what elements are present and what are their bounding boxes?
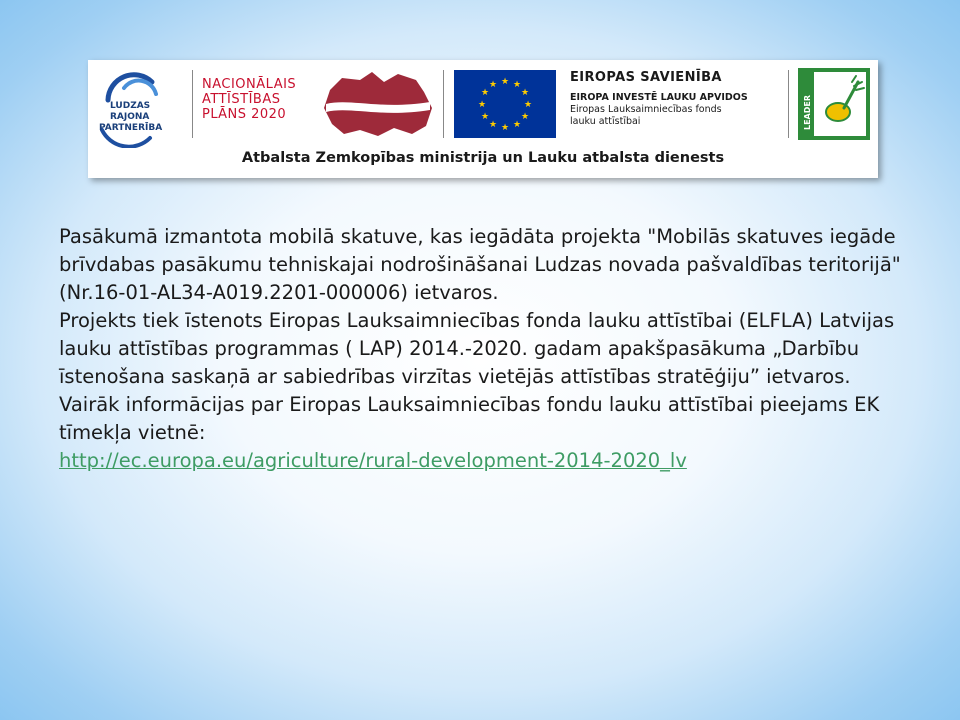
eu-fund-line-2: lauku attīstībai xyxy=(570,116,641,127)
leader-label: LEADER xyxy=(803,94,812,130)
eu-title: EIROPAS SAVIENĪBA xyxy=(570,70,722,85)
ec-europa-link[interactable]: http://ec.europa.eu/agriculture/rural-development-2014-2020_lv xyxy=(59,449,687,472)
slide-body xyxy=(59,223,929,475)
ludzas-logo-line-3: PARTNERĪBA xyxy=(99,123,163,133)
ludzas-logo-line-2: RAJONA xyxy=(110,112,150,122)
svg-text:★: ★ xyxy=(480,88,490,98)
svg-text:★: ★ xyxy=(480,112,490,122)
nap-logo-line-1: NACIONĀLAIS xyxy=(202,77,297,92)
eu-fund-line: Eiropas Lauksaimniecības fonds xyxy=(570,104,722,115)
svg-text:★: ★ xyxy=(488,120,498,130)
more-info-text: Vairāk informācijas par Eiropas Lauksaimniecības fondu lauku attīstībai pieejams EK tīmekļa vietnē: xyxy=(59,393,880,444)
svg-text:★: ★ xyxy=(477,100,487,110)
logo-divider xyxy=(192,70,193,138)
svg-text:★: ★ xyxy=(512,80,522,90)
svg-text:★: ★ xyxy=(512,120,522,130)
eu-invests-line: EIROPA INVESTĒ LAUKU APVIDOS xyxy=(570,92,748,103)
svg-text:★: ★ xyxy=(523,100,533,110)
svg-text:★: ★ xyxy=(520,88,530,98)
support-line: Atbalsta Zemkopības ministrija un Lauku atbalsta dienests xyxy=(241,150,725,166)
program-description: Projekts tiek īstenots Eiropas Lauksaimniecības fonda lauku attīstībai (ELFLA) Latvijas lauku attīstības programmas ( LAP) 2014.-2020. gadam apakšpasākuma „Darbību īstenošana saskaņā ar sabiedrības virzītas vietējās attīstības stratēģiju” ietvaros. xyxy=(59,309,895,388)
svg-text:★: ★ xyxy=(500,123,510,133)
eu-flag-icon xyxy=(454,70,556,138)
nap-logo-line-3: PLĀNS 2020 xyxy=(202,107,287,122)
nap-2020-logo xyxy=(202,77,322,122)
svg-text:★: ★ xyxy=(520,112,530,122)
logo-banner xyxy=(88,60,878,178)
ludzas-partnership-logo-icon xyxy=(94,68,186,148)
svg-text:★: ★ xyxy=(488,80,498,90)
project-description: Pasākumā izmantota mobilā skatuve, kas iegādāta projekta "Mobilās skatuves iegāde brīvdabas pasākumu tehniskajai nodrošināšanai Ludzas novada pašvaldības teritorijā" (Nr.16-01-AL34-A019.2201-000006) ietvaros. xyxy=(59,225,901,304)
eu-text-block xyxy=(570,70,780,128)
latvia-flag-map-icon xyxy=(320,68,435,140)
ludzas-logo-line-1: LUDZAS xyxy=(110,101,151,111)
logo-divider xyxy=(443,70,444,138)
nap-logo-line-2: ATTĪSTĪBAS xyxy=(202,92,281,107)
logo-divider xyxy=(788,70,789,138)
leader-logo-icon xyxy=(798,68,870,140)
svg-text:★: ★ xyxy=(500,77,510,87)
